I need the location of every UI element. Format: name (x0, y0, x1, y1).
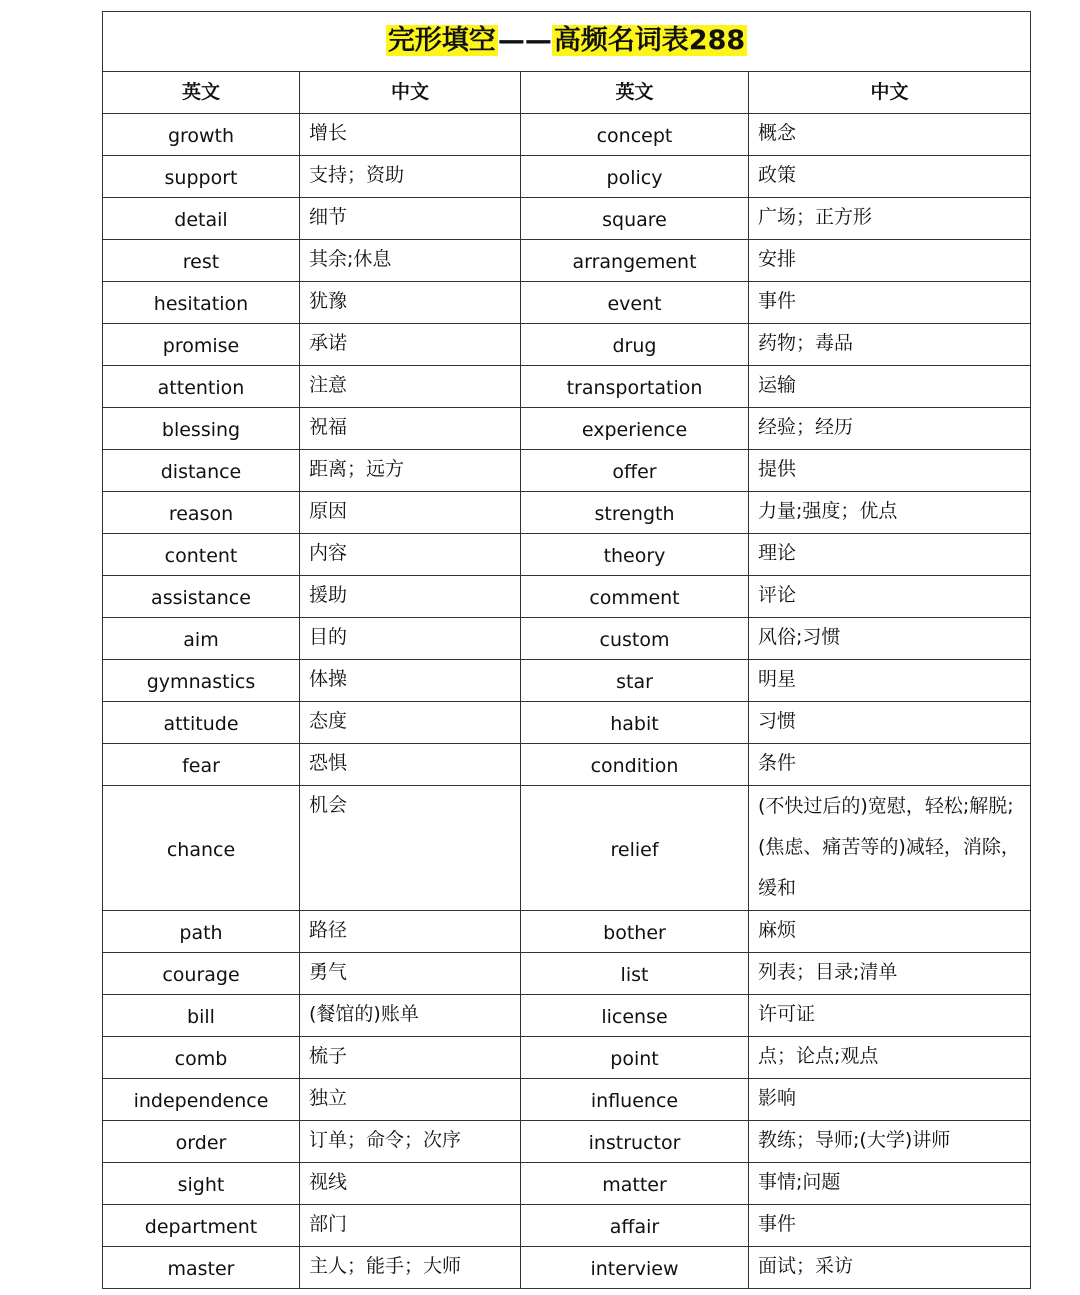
table-row (103, 492, 1031, 534)
chinese-meaning-cell: 面试；采访 (749, 1247, 1031, 1289)
chinese-meaning-cell: 视线 (300, 1163, 521, 1205)
english-word-cell: reason (103, 492, 300, 534)
chinese-meaning-cell: 路径 (300, 911, 521, 953)
table-row (103, 1121, 1031, 1163)
table-row (103, 702, 1031, 744)
chinese-meaning-cell: 安排 (749, 240, 1031, 282)
chinese-meaning-cell: 勇气 (300, 953, 521, 995)
chinese-meaning-cell: 麻烦 (749, 911, 1031, 953)
table-row (103, 1079, 1031, 1121)
table-row (103, 408, 1031, 450)
english-word-cell: star (521, 660, 749, 702)
english-word-cell: content (103, 534, 300, 576)
english-word-cell: instructor (521, 1121, 749, 1163)
chinese-meaning-cell: 明星 (749, 660, 1031, 702)
chinese-meaning-cell: 犹豫 (300, 282, 521, 324)
english-word-cell: independence (103, 1079, 300, 1121)
english-word-cell: comment (521, 576, 749, 618)
table-row (103, 1205, 1031, 1247)
vocabulary-table (102, 11, 1031, 1289)
header-english-2: 英文 (521, 72, 749, 114)
english-word-cell: comb (103, 1037, 300, 1079)
english-word-cell: order (103, 1121, 300, 1163)
table-row (103, 114, 1031, 156)
table-row (103, 1163, 1031, 1205)
chinese-meaning-cell: 部门 (300, 1205, 521, 1247)
chinese-meaning-cell: 力量;强度；优点 (749, 492, 1031, 534)
english-word-cell: growth (103, 114, 300, 156)
table-row (103, 786, 1031, 911)
english-word-cell: bill (103, 995, 300, 1037)
english-word-cell: interview (521, 1247, 749, 1289)
english-word-cell: matter (521, 1163, 749, 1205)
english-word-cell: hesitation (103, 282, 300, 324)
english-word-cell: sight (103, 1163, 300, 1205)
table-row (103, 534, 1031, 576)
table-row (103, 366, 1031, 408)
english-word-cell: courage (103, 953, 300, 995)
chinese-meaning-cell: 独立 (300, 1079, 521, 1121)
english-word-cell: list (521, 953, 749, 995)
table-row (103, 576, 1031, 618)
english-word-cell: promise (103, 324, 300, 366)
header-chinese-2: 中文 (749, 72, 1031, 114)
english-word-cell: master (103, 1247, 300, 1289)
header-chinese-1: 中文 (300, 72, 521, 114)
english-word-cell: affair (521, 1205, 749, 1247)
chinese-meaning-cell: 恐惧 (300, 744, 521, 786)
english-word-cell: point (521, 1037, 749, 1079)
chinese-meaning-cell: 习惯 (749, 702, 1031, 744)
chinese-meaning-cell: 风俗;习惯 (749, 618, 1031, 660)
chinese-meaning-cell: (餐馆的)账单 (300, 995, 521, 1037)
table-row (103, 450, 1031, 492)
chinese-meaning-cell: 支持；资助 (300, 156, 521, 198)
title-part-2: 高频名词表288 (553, 25, 746, 57)
english-word-cell: attitude (103, 702, 300, 744)
table-row (103, 1247, 1031, 1289)
english-word-cell: blessing (103, 408, 300, 450)
english-word-cell: assistance (103, 576, 300, 618)
english-word-cell: path (103, 911, 300, 953)
chinese-meaning-cell: 态度 (300, 702, 521, 744)
header-english-1: 英文 (103, 72, 300, 114)
english-word-cell: chance (103, 786, 300, 911)
chinese-meaning-cell: 其余;休息 (300, 240, 521, 282)
chinese-meaning-cell: 评论 (749, 576, 1031, 618)
english-word-cell: transportation (521, 366, 749, 408)
table-row (103, 660, 1031, 702)
english-word-cell: strength (521, 492, 749, 534)
chinese-meaning-cell: 运输 (749, 366, 1031, 408)
table-row (103, 744, 1031, 786)
table-body (103, 114, 1031, 1289)
chinese-meaning-cell: 援助 (300, 576, 521, 618)
table-row (103, 156, 1031, 198)
chinese-meaning-cell: 影响 (749, 1079, 1031, 1121)
table-row (103, 995, 1031, 1037)
chinese-meaning-cell: 内容 (300, 534, 521, 576)
chinese-meaning-cell: 概念 (749, 114, 1031, 156)
english-word-cell: concept (521, 114, 749, 156)
table-row (103, 1037, 1031, 1079)
chinese-meaning-cell: 增长 (300, 114, 521, 156)
english-word-cell: drug (521, 324, 749, 366)
table-row (103, 953, 1031, 995)
chinese-meaning-cell: 事件 (749, 282, 1031, 324)
chinese-meaning-cell: 祝福 (300, 408, 521, 450)
chinese-meaning-cell: 许可证 (749, 995, 1031, 1037)
english-word-cell: relief (521, 786, 749, 911)
chinese-meaning-cell: 体操 (300, 660, 521, 702)
english-word-cell: arrangement (521, 240, 749, 282)
chinese-meaning-cell: 提供 (749, 450, 1031, 492)
table-row (103, 911, 1031, 953)
table-row (103, 282, 1031, 324)
chinese-meaning-cell: 列表；目录;清单 (749, 953, 1031, 995)
english-word-cell: bother (521, 911, 749, 953)
table-row (103, 198, 1031, 240)
english-word-cell: gymnastics (103, 660, 300, 702)
table-title (103, 12, 1031, 72)
english-word-cell: condition (521, 744, 749, 786)
english-word-cell: distance (103, 450, 300, 492)
english-word-cell: custom (521, 618, 749, 660)
english-word-cell: habit (521, 702, 749, 744)
english-word-cell: rest (103, 240, 300, 282)
english-word-cell: fear (103, 744, 300, 786)
chinese-meaning-cell: 理论 (749, 534, 1031, 576)
chinese-meaning-cell: 教练；导师;(大学)讲师 (749, 1121, 1031, 1163)
table-row (103, 618, 1031, 660)
chinese-meaning-cell: 点；论点;观点 (749, 1037, 1031, 1079)
chinese-meaning-cell: 梳子 (300, 1037, 521, 1079)
english-word-cell: influence (521, 1079, 749, 1121)
chinese-meaning-cell: 注意 (300, 366, 521, 408)
chinese-meaning-cell: 事件 (749, 1205, 1031, 1247)
english-word-cell: theory (521, 534, 749, 576)
english-word-cell: policy (521, 156, 749, 198)
chinese-meaning-cell: 原因 (300, 492, 521, 534)
english-word-cell: square (521, 198, 749, 240)
table-row (103, 240, 1031, 282)
english-word-cell: attention (103, 366, 300, 408)
english-word-cell: support (103, 156, 300, 198)
chinese-meaning-cell: 距离；远方 (300, 450, 521, 492)
table-row (103, 324, 1031, 366)
chinese-meaning-cell: 事情;问题 (749, 1163, 1031, 1205)
chinese-meaning-cell: 目的 (300, 618, 521, 660)
title-part-1: 完形填空 (387, 25, 496, 57)
chinese-meaning-cell: 细节 (300, 198, 521, 240)
english-word-cell: license (521, 995, 749, 1037)
english-word-cell: aim (103, 618, 300, 660)
english-word-cell: department (103, 1205, 300, 1247)
chinese-meaning-cell: (不快过后的)宽慰，轻松;解脱;(焦虑、痛苦等的)减轻，消除，缓和 (749, 786, 1031, 911)
chinese-meaning-cell: 政策 (749, 156, 1031, 198)
chinese-meaning-cell: 经验；经历 (749, 408, 1031, 450)
chinese-meaning-cell: 药物；毒品 (749, 324, 1031, 366)
chinese-meaning-cell: 订单；命令；次序 (300, 1121, 521, 1163)
english-word-cell: experience (521, 408, 749, 450)
english-word-cell: event (521, 282, 749, 324)
title-dash: —— (497, 25, 552, 57)
english-word-cell: detail (103, 198, 300, 240)
chinese-meaning-cell: 广场；正方形 (749, 198, 1031, 240)
chinese-meaning-cell: 主人；能手；大师 (300, 1247, 521, 1289)
english-word-cell: offer (521, 450, 749, 492)
chinese-meaning-cell: 承诺 (300, 324, 521, 366)
chinese-meaning-cell: 机会 (300, 786, 521, 911)
chinese-meaning-cell: 条件 (749, 744, 1031, 786)
